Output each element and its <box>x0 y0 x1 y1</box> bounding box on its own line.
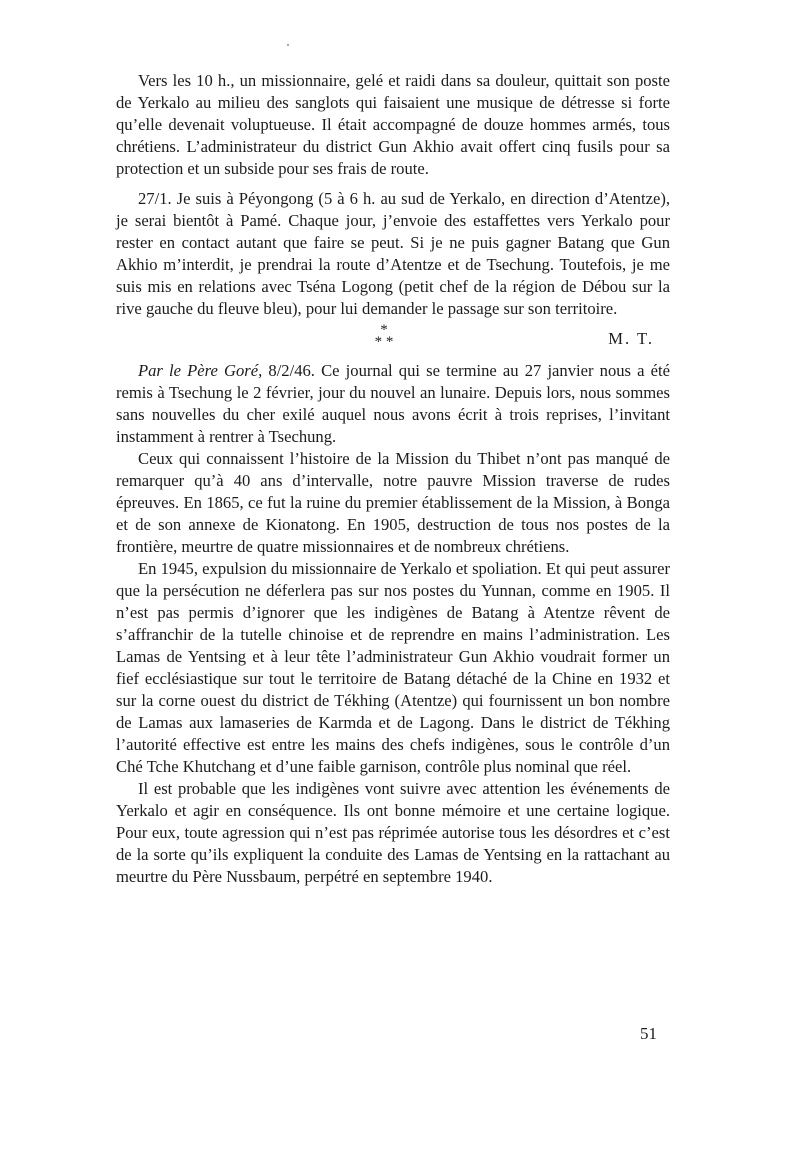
paragraph-mission-history: Ceux qui connaissent l’histoire de la Mission du Thibet n’ont pas manqué de remarquer qu’à 40 ans d’intervalle, notre pauvre Mission traverse de rudes épreuves. En 1865, ce fut la ruine du premier établissement de la Mission, à Bonga et de son annexe de Kionatong. En 1905, destruction de tous nos postes de la frontière, meurtre de quatre missionnaires et de nombreux chrétiens. <box>116 449 670 556</box>
paragraph-departure: Vers les 10 h., un missionnaire, gelé et raidi dans sa douleur, quittait son poste de Yerkalo au milieu des sanglots qui faisaient une musique de détresse si forte qu’elle devenait voluptueuse. Il était accompagné de douze hommes armés, tous chrétiens. L’administrateur du district Gun Akhio avait offert cinq fusils pour sa protection et un subside pour ses frais de route. <box>116 71 670 178</box>
report-text: Ce journal qui se termine au 27 janvier nous a été remis à Tsechung le 2 février, jour du nouvel an lunaire. Depuis lors, nous sommes sans nouvelles du cher exilé auquel nous avons écrit à trois reprises, l’invitant instamment à rentrer à Tsechung. <box>116 361 670 446</box>
paragraph-consequences: Il est probable que les indigènes vont suivre avec attention les événements de Yerkalo et agir en conséquence. Ils ont bonne mémoire et une certaine logique. Pour eux, toute agression qui n’est pas réprimée autorise tous les désordres et c’est de la sorte qu’ils expliquent la conduite des Lamas de Yentsing en la rattachant au meurtre du Père Nussbaum, perpétré en septembre 1940. <box>116 779 670 886</box>
paragraph-journal-entry: 27/1. Je suis à Péyongong (5 à 6 h. au sud de Yerkalo, en direction d’Atentze), je serai bientôt à Pamé. Chaque jour, j’envoie des estaffettes vers Yerkalo pour rester en contact autant que faire se peut. Si je ne puis gagner Batang que Gun Akhio m’interdit, je prendrai la route d’Atentze et de Tsechung. Toutefois, je me suis mis en relations avec Tséna Logong (petit chef de la région de Débou sur la rive gauche du fleuve bleu), pour lui demander le passage sur son territoire. <box>116 189 670 318</box>
paragraph-expulsion: En 1945, expulsion du missionnaire de Yerkalo et spoliation. Et qui peut assurer que la persécution ne déferlera pas sur nos postes du Yunnan, comme en 1905. Il n’est pas permis d’ignorer que les indigènes de Batang à Atentze rêvent de s’affranchir de la tutelle chinoise et de reprendre en mains l’administration. Les Lamas de Yentsing et à leur tête l’administrateur Gun Akhio voudrait former un fief ecclésiastique sur tout le territoire de Batang détaché de la Chine en 1932 et sur la corne ouest du district de Tékhing (Atentze) qui fournissent un bon nombre de Lamas aux lamaseries de Karmda et de Lagong. Dans le district de Tékhing l’autorité effective est entre les mains des chefs indigènes, sous le contrôle d’un Ché Tche Khutchang et d’une faible garnison, contrôle plus nominal que réel. <box>116 559 670 776</box>
asterism-bottom: * * <box>374 334 394 350</box>
asterism-top: * <box>380 322 388 338</box>
paper-speck <box>287 44 289 46</box>
page-number: 51 <box>640 1024 657 1043</box>
signature: M. T. <box>608 329 654 348</box>
section-separator <box>116 322 670 360</box>
paragraph-report-intro <box>116 360 670 448</box>
body-text <box>116 70 670 888</box>
report-author: Par le Père Goré, <box>138 361 263 380</box>
report-date: 8/2/46. <box>268 361 315 380</box>
asterism <box>364 324 404 348</box>
